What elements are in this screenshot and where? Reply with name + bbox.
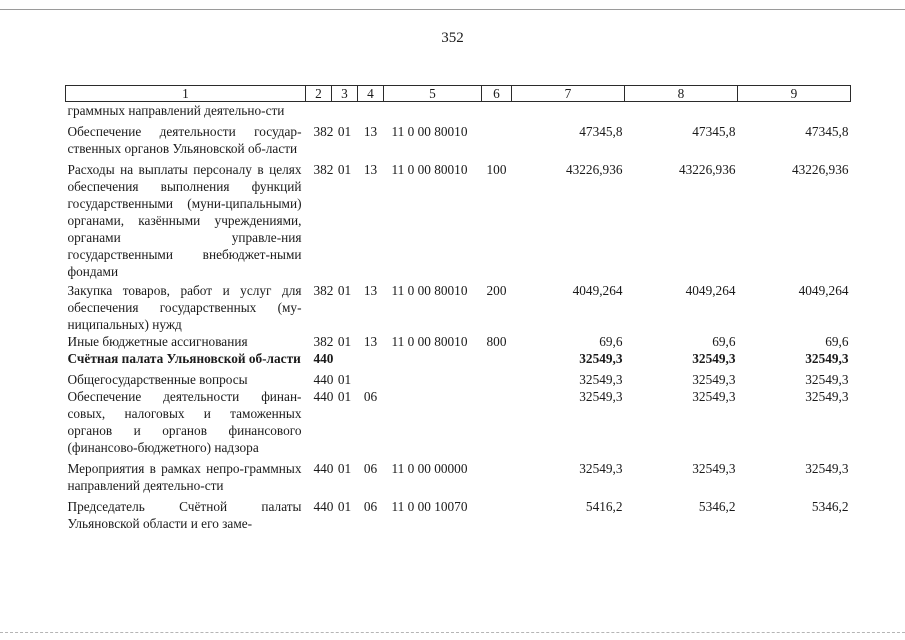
row-admin-code: 440	[313, 499, 334, 514]
row-name: Обеспечение деятельности государ-ственных органов Ульяновской об-ласти	[67, 124, 302, 156]
row-section-code: 01	[337, 162, 352, 177]
row-expense-type	[482, 102, 512, 120]
row-admin-code: 382	[313, 283, 334, 298]
row-target-code	[384, 102, 482, 120]
table-row	[66, 333, 851, 350]
row-subsection-code: 06	[363, 461, 378, 476]
row-name: Обеспечение деятельности финан-совых, налоговых и таможенных органов и органов финансового (финансово-бюджетного) надзора	[67, 389, 302, 455]
row-amount-col7: 5416,2	[585, 499, 623, 514]
row-expense-type: 800	[486, 334, 507, 349]
column-header-9: 9	[738, 86, 851, 102]
table-row	[66, 102, 851, 120]
page-bottom-edge	[0, 632, 905, 633]
row-amount-col9: 47345,8	[805, 124, 849, 139]
row-amount-col8: 32549,3	[692, 372, 736, 387]
row-section-code: 01	[337, 124, 352, 139]
row-amount-col7: 32549,3	[579, 372, 623, 387]
row-subsection-code	[358, 102, 384, 120]
row-amount-col8: 5346,2	[698, 499, 736, 514]
row-target-code	[384, 388, 482, 456]
row-name: Счётная палата Ульяновской об-ласти	[67, 351, 301, 366]
row-amount-col9: 32549,3	[805, 389, 849, 404]
column-header-8: 8	[625, 86, 738, 102]
row-admin-code: 440	[313, 351, 334, 366]
header-row	[66, 86, 851, 102]
table-row	[66, 350, 851, 367]
table-row	[66, 280, 851, 333]
row-section-code	[332, 350, 358, 367]
row-section-code: 01	[337, 461, 352, 476]
row-subsection-code: 13	[363, 162, 378, 177]
row-amount-col9: 32549,3	[805, 461, 849, 476]
row-amount-col9: 69,6	[825, 334, 849, 349]
row-amount-col9: 5346,2	[811, 499, 849, 514]
row-subsection-code: 13	[363, 283, 378, 298]
row-amount-col8: 69,6	[712, 334, 736, 349]
table-row	[66, 388, 851, 456]
table-row	[66, 494, 851, 532]
row-expense-type	[482, 119, 512, 157]
budget-table	[65, 85, 851, 532]
row-admin-code: 382	[313, 162, 334, 177]
row-name: Мероприятия в рамках непро-граммных направлений деятельно-сти	[67, 461, 302, 493]
row-subsection-code: 13	[363, 334, 378, 349]
row-admin-code: 440	[313, 461, 334, 476]
row-amount-col9: 32549,3	[805, 351, 849, 366]
row-amount-col7: 47345,8	[579, 124, 623, 139]
row-subsection-code	[358, 350, 384, 367]
row-admin-code: 440	[313, 372, 334, 387]
row-section-code: 01	[337, 499, 352, 514]
row-expense-type	[482, 456, 512, 494]
column-header-6: 6	[482, 86, 512, 102]
row-amount-col7: 32549,3	[579, 389, 623, 404]
row-subsection-code: 06	[363, 389, 378, 404]
column-header-5: 5	[384, 86, 482, 102]
row-name: Закупка товаров, работ и услуг для обеспечения государственных (му-ниципальных) нужд	[67, 283, 302, 332]
row-section-code: 01	[337, 283, 352, 298]
column-header-3: 3	[332, 86, 358, 102]
column-header-4: 4	[358, 86, 384, 102]
row-target-code	[384, 367, 482, 388]
row-admin-code	[306, 102, 332, 120]
row-admin-code: 440	[313, 389, 334, 404]
row-target-code: 11 0 00 10070	[391, 499, 468, 514]
column-header-2: 2	[306, 86, 332, 102]
column-header-1: 1	[66, 86, 306, 102]
table-row	[66, 119, 851, 157]
table-row	[66, 456, 851, 494]
row-target-code: 11 0 00 80010	[391, 124, 468, 139]
column-header-7: 7	[512, 86, 625, 102]
row-subsection-code	[358, 367, 384, 388]
row-target-code: 11 0 00 00000	[391, 461, 468, 476]
row-expense-type	[482, 388, 512, 456]
row-name: Иные бюджетные ассигнования	[67, 334, 248, 349]
table-row	[66, 367, 851, 388]
row-amount-col7: 32549,3	[579, 461, 623, 476]
row-target-code	[384, 350, 482, 367]
table-body	[66, 102, 851, 533]
row-amount-col9: 43226,936	[791, 162, 849, 177]
row-admin-code: 382	[313, 334, 334, 349]
row-amount-col7: 4049,264	[572, 283, 623, 298]
row-amount-col9: 4049,264	[798, 283, 849, 298]
row-target-code: 11 0 00 80010	[391, 283, 468, 298]
row-amount-col8: 32549,3	[692, 389, 736, 404]
row-amount-col7: 32549,3	[579, 351, 623, 366]
row-section-code: 01	[337, 389, 352, 404]
row-target-code: 11 0 00 80010	[391, 162, 468, 177]
row-expense-type	[482, 494, 512, 532]
row-amount-col8: 43226,936	[678, 162, 736, 177]
row-section-code	[332, 102, 358, 120]
row-section-code: 01	[337, 334, 352, 349]
row-amount-col7: 69,6	[599, 334, 623, 349]
row-name: Председатель Счётной палаты Ульяновской области и его заме-	[67, 499, 302, 531]
row-amount-col9: 32549,3	[805, 372, 849, 387]
page-top-edge	[0, 9, 905, 10]
row-amount-col8: 47345,8	[692, 124, 736, 139]
row-expense-type: 200	[486, 283, 507, 298]
row-target-code: 11 0 00 80010	[391, 334, 468, 349]
row-subsection-code: 06	[363, 499, 378, 514]
row-amount-col8: 4049,264	[685, 283, 736, 298]
row-amount-col7: 43226,936	[565, 162, 623, 177]
row-section-code: 01	[337, 372, 352, 387]
row-amount-col8: 32549,3	[692, 351, 736, 366]
row-amount-col8: 32549,3	[692, 461, 736, 476]
table-row	[66, 157, 851, 280]
row-expense-type: 100	[486, 162, 507, 177]
row-name: Общегосударственные вопросы	[67, 372, 248, 387]
row-amount-col8	[625, 102, 738, 120]
row-admin-code: 382	[313, 124, 334, 139]
row-amount-col9	[738, 102, 851, 120]
row-expense-type	[482, 367, 512, 388]
page-number: 352	[441, 30, 464, 46]
row-expense-type	[482, 350, 512, 367]
row-amount-col7	[512, 102, 625, 120]
row-name: Расходы на выплаты персоналу в целях обеспечения выполнения функций государственными (муни-ципальными) органами, казёнными учреждениями, органами управле-ния государственными внебюджет-ными фондами	[67, 162, 302, 279]
row-subsection-code: 13	[363, 124, 378, 139]
row-name: граммных направлений деятельно-сти	[67, 103, 285, 118]
